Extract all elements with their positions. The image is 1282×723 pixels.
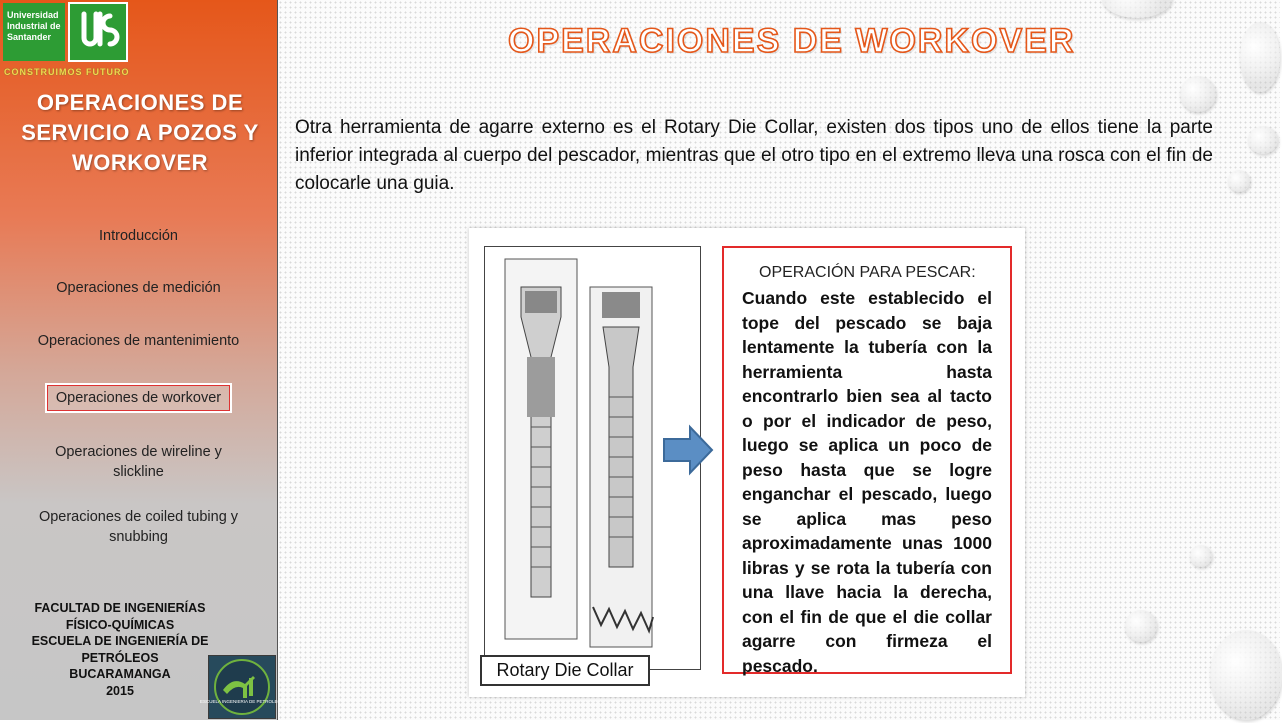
box-text: Cuando este establecido el tope del pescado se baja lentamente la tubería con la herramienta hasta encontrarlo bien sea al tacto o por el indicador de peso, luego se aplica un poco de peso hasta que se logre enganchar el pescado, luego se aplica mas peso aproximadamente unas 1000 libras y se rota la tubería con una llave hacia la derecha, con el fin de que el die collar agarre con firmeza el pescado.	[742, 288, 992, 676]
right-arrow-icon	[662, 425, 716, 475]
sidebar	[0, 0, 285, 720]
nav-item-mantenimiento[interactable]	[0, 331, 277, 351]
logo-text: ESCUELA INGENIERIA DE PETROLEOS	[199, 699, 285, 704]
nav-item-medicion[interactable]	[0, 278, 277, 298]
petroleum-school-logo-icon	[199, 655, 285, 719]
water-drop-decoration	[1210, 630, 1282, 720]
slogan: CONSTRUIMOS FUTURO	[4, 67, 130, 77]
water-drop-decoration	[1248, 126, 1278, 154]
tool-figure	[469, 228, 1025, 697]
water-drop-decoration	[1180, 76, 1216, 112]
nav-item-coiled-tubing[interactable]	[0, 507, 277, 547]
water-drop-decoration	[1190, 545, 1212, 567]
nav-item-introduccion[interactable]	[0, 226, 277, 246]
water-drop-decoration	[1125, 610, 1157, 642]
course-title: OPERACIONES DE SERVICIO A POZOS Y WORKOVER	[21, 90, 259, 175]
box-heading: OPERACIÓN PARA PESCAR:	[759, 264, 976, 281]
description-paragraph: Otra herramienta de agarre externo es el Rotary Die Collar, existen dos tipos uno de ellos tiene la parte inferior integrada al cuerpo del pescador, mientras que el otro tipo en el extremo lleva una rosca con el fin de colocarle una guia.	[295, 117, 1213, 194]
nav-label: Operaciones de coiled tubing y snubbing	[38, 509, 239, 545]
figure-caption: Rotary Die Collar	[480, 655, 650, 686]
nav-label: Introducción	[99, 228, 178, 244]
water-drop-decoration	[1240, 22, 1280, 92]
faculty-footer: FACULTAD DE INGENIERÍAS FÍSICO-QUÍMICAS ESCUELA DE INGENIERÍA DE PETRÓLEOS BUCARAMANGA 2015	[31, 601, 209, 698]
nav-label: Operaciones de workover	[47, 385, 230, 411]
nav-item-workover[interactable]	[0, 385, 277, 411]
page-title: OPERACIONES DE WORKOVER	[508, 22, 1076, 60]
water-drop-decoration	[1228, 170, 1250, 192]
uis-logo-icon	[68, 2, 128, 62]
nav-label: Operaciones de wireline y slickline	[55, 444, 222, 480]
nav-label: Operaciones de mantenimiento	[37, 333, 240, 349]
university-logo-text: Universidad Industrial de Santander	[3, 3, 65, 61]
fishing-operation-box	[722, 246, 1012, 674]
nav-item-wireline[interactable]	[0, 442, 277, 482]
nav-label: Operaciones de medición	[56, 280, 221, 296]
